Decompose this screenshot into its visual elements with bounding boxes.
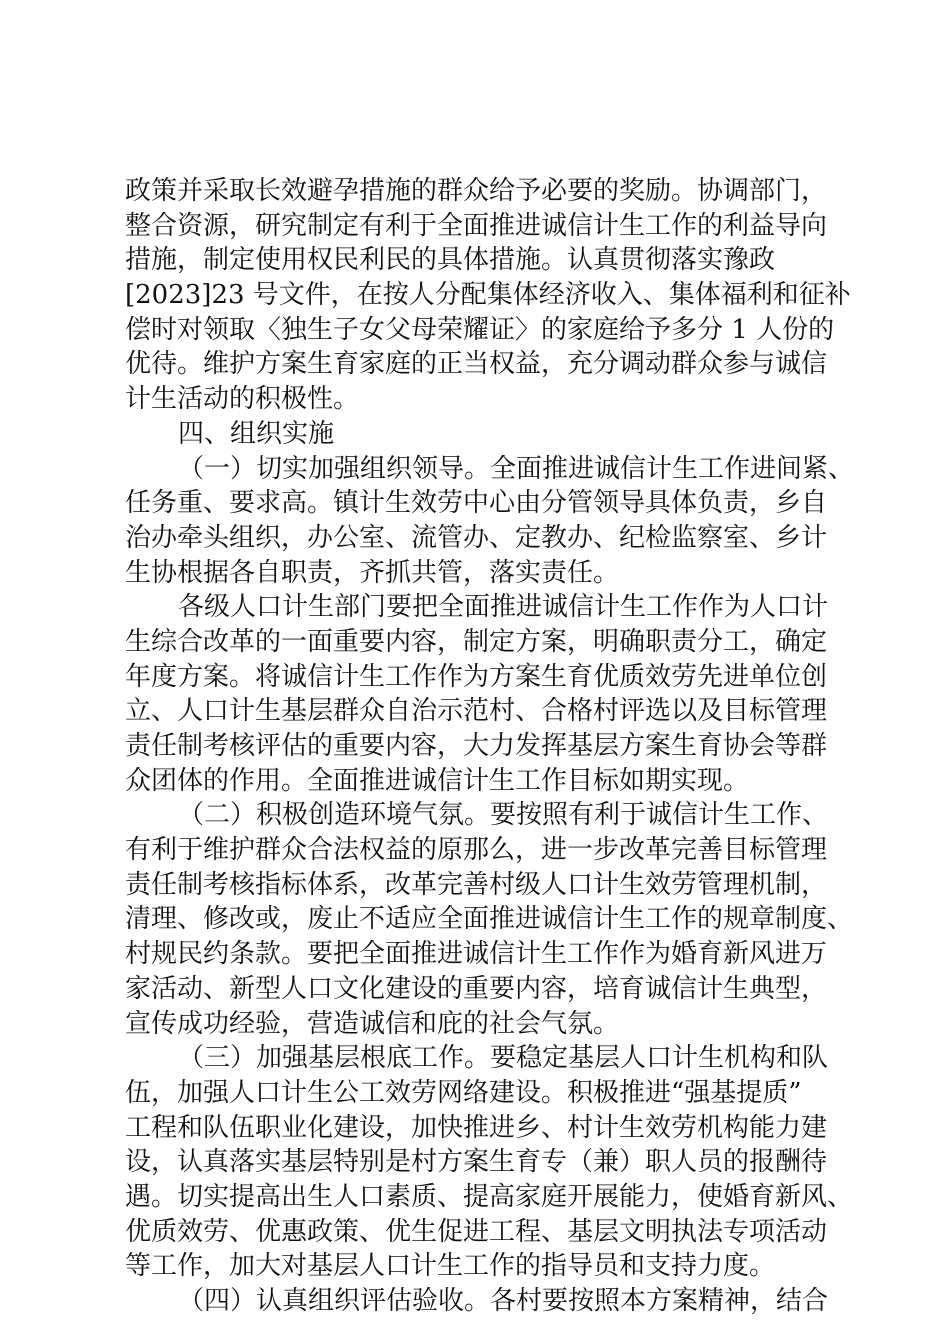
text-line: 计生活动的积极性。: [125, 384, 360, 414]
text-line: 有利于维护群众合法权益的原那么，进一步改革完善目标管理: [125, 835, 828, 865]
text-line: 整合资源，研究制定有利于全面推进诚信计生工作的利益导向: [125, 211, 828, 241]
text-line: 清理、修改或，废止不适应全面推进诚信计生工作的规章制度、: [125, 904, 854, 934]
text-line: 等工作，加大对基层人口计生工作的指导员和支持力度。: [125, 1251, 776, 1281]
text-line: 设，认真落实基层特别是村方案生育专（兼）职人员的报酬待: [125, 1147, 828, 1177]
text-line: 各级人口计生部门要把全面推进诚信计生工作作为人口计: [178, 592, 829, 622]
subsection-heading: （一）切实加强组织领导。全面推进诚信计生工作进间紧、: [178, 454, 855, 484]
text-line: 责任制考核评估的重要内容，大力发挥基层方案生育协会等群: [125, 731, 828, 761]
text-line: 众团体的作用。全面推进诚信计生工作目标如期实现。: [125, 766, 750, 796]
subsection-heading: （三）加强基层根底工作。要稳定基层人口计生机构和队: [178, 1043, 829, 1073]
section-heading: 四、组织实施: [178, 419, 335, 449]
text-line: 偿时对领取〈独生子女父母荣耀证〉的家庭给予多分 1 人份的: [125, 315, 835, 345]
text-line: 优待。维护方案生育家庭的正当权益，充分调动群众参与诚信: [125, 349, 828, 379]
text-line: 村规民约条款。要把全面推进诚信计生工作作为婚育新风进万: [125, 939, 828, 969]
text-line: 立、人口计生基层群众自治示范村、合格村评选以及目标管理: [125, 696, 828, 726]
text-line: 工程和队伍职业化建设，加快推进乡、村计生效劳机构能力建: [125, 1113, 828, 1143]
text-line: 生协根据各自职责，齐抓共管，落实责任。: [125, 558, 620, 588]
text-line: 伍，加强人口计生公工效劳网络建设。积极推进“强基提质”: [125, 1078, 802, 1108]
text-line: 优质效劳、优惠政策、优生促进工程、基层文明执法专项活动: [125, 1217, 828, 1247]
text-line: 任务重、要求高。镇计生效劳中心由分管领导具体负责，乡自: [125, 488, 828, 518]
text-line: 政策并采取长效避孕措施的群众给予必要的奖励。协调部门，: [125, 176, 828, 206]
text-line: 治办牵头组织，办公室、流管办、定教办、纪检监察室、乡计: [125, 523, 828, 553]
text-line: 措施，制定使用权民利民的具体措施。认真贯彻落实豫政: [125, 245, 776, 275]
subsection-heading: （二）积极创造环境气氛。要按照有利于诚信计生工作、: [178, 800, 829, 830]
text-line: 家活动、新型人口文化建设的重要内容，培育诚信计生典型，: [125, 974, 828, 1004]
text-line: 遇。切实提高出生人口素质、提高家庭开展能力，使婚育新风、: [125, 1182, 854, 1212]
subsection-heading: （四）认真组织评估验收。各村要按照本方案精神，结合: [178, 1286, 829, 1316]
text-line: 宣传成功经验，营造诚信和庇的社会气氛。: [125, 1009, 620, 1039]
text-line: 年度方案。将诚信计生工作作为方案生育优质效劳先进单位创: [125, 662, 828, 692]
text-line: 生综合改革的一面重要内容，制定方案，明确职责分工，确定: [125, 627, 828, 657]
text-line: 责任制考核指标体系，改革完善村级人口计生效劳管理机制，: [125, 870, 828, 900]
text-line: [2023]23 号文件，在按人分配集体经济收入、集体福利和征补: [125, 280, 851, 310]
